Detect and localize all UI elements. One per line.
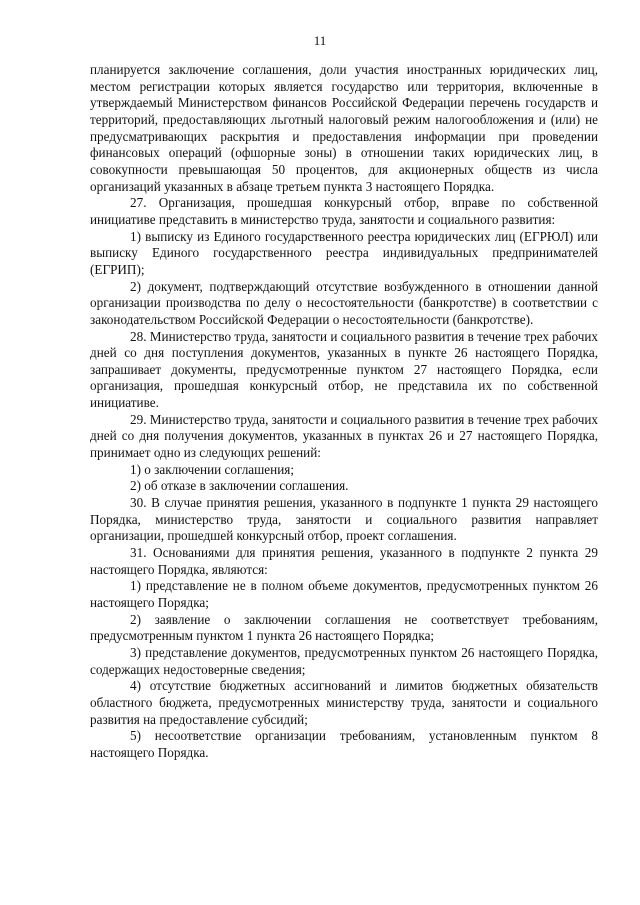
page-number: 11	[313, 33, 327, 48]
paragraph-31-subitem-5: 5) несоответствие организации требованиям, установленным пунктом 8 настоящего Порядка.	[90, 728, 598, 760]
paragraph-31-subitem-2: 2) заявление о заключении соглашения не соответствует требованиям, предусмотренным пунктом 1 пункта 26 настоящего Порядка;	[90, 611, 598, 644]
paragraph-29-subitem-2: 2) об отказе в заключении соглашения.	[130, 478, 349, 494]
paragraph-31-subitem-4: 4) отсутствие бюджетных ассигнований и лимитов бюджетных обязательств областного бюджета, предусмотренных министерству труда, занятости и социального развития на предоставление субсидий;	[90, 678, 598, 727]
paragraph-31-subitem-3: 3) представление документов, предусмотренных пунктом 26 настоящего Порядка, содержащих недостоверные сведения;	[90, 644, 598, 677]
paragraph-continuation: планируется заключение соглашения, доли участия иностранных юридических лиц, местом регистрации которых является государство или территория, включенные в утверждаемый Министерством финансов Российской Федерации перечень государств и территорий, предоставляющих льготный налоговый режим налогообложения и (или) не предусматривающих раскрытия и предоставления информации при проведении финансовых операций (офшорные зоны) в отношении таких юридических лиц, в совокупности превышающая 50 процентов, для акционерных обществ из числа организаций указанных в абзаце третьем пункта 3 настоящего Порядка.	[90, 62, 598, 194]
paragraph-29-subitem-1: 1) о заключении соглашения;	[130, 461, 294, 477]
paragraph-27-subitem-2: 2) документ, подтверждающий отсутствие возбужденного в отношении данной организации производства по делу о несостоятельности (банкротстве) в соответствии с законодательством Российской Федерации о несостоятельности (банкротстве).	[90, 278, 598, 327]
paragraph-31-subitem-1: 1) представление не в полном объеме документов, предусмотренных пунктом 26 настоящего Порядка;	[90, 578, 598, 610]
paragraph-item-31: 31. Основаниями для принятия решения, указанного в подпункте 2 пункта 29 настоящего Порядка, являются:	[90, 545, 598, 577]
paragraph-27-subitem-1: 1) выписку из Единого государственного реестра юридических лиц (ЕГРЮЛ) или выписку Единого государственного реестра индивидуальных предпринимателей (ЕГРИП);	[90, 228, 598, 277]
paragraph-item-28: 28. Министерство труда, занятости и социального развития в течение трех рабочих дней со дня поступления документов, указанных в пункте 26 настоящего Порядка, запрашивает документы, предусмотренные пунктом 27 настоящего Порядка, если организация, прошедшая конкурсный отбор, не представила их по собственной инициативе.	[90, 328, 598, 411]
paragraph-item-27: 27. Организация, прошедшая конкурсный отбор, вправе по собственной инициативе представить в министерство труда, занятости и социального развития:	[90, 195, 598, 227]
document-body	[90, 62, 598, 762]
paragraph-item-29: 29. Министерство труда, занятости и социального развития в течение трех рабочих дней со дня получения документов, указанных в пунктах 26 и 27 настоящего Порядка, принимает одно из следующих решений:	[90, 411, 598, 461]
paragraph-item-30: 30. В случае принятия решения, указанного в подпункте 1 пункта 29 настоящего Порядка, министерство труда, занятости и социального развития направляет организации, прошедшей конкурсный отбор, проект соглашения.	[90, 495, 598, 544]
